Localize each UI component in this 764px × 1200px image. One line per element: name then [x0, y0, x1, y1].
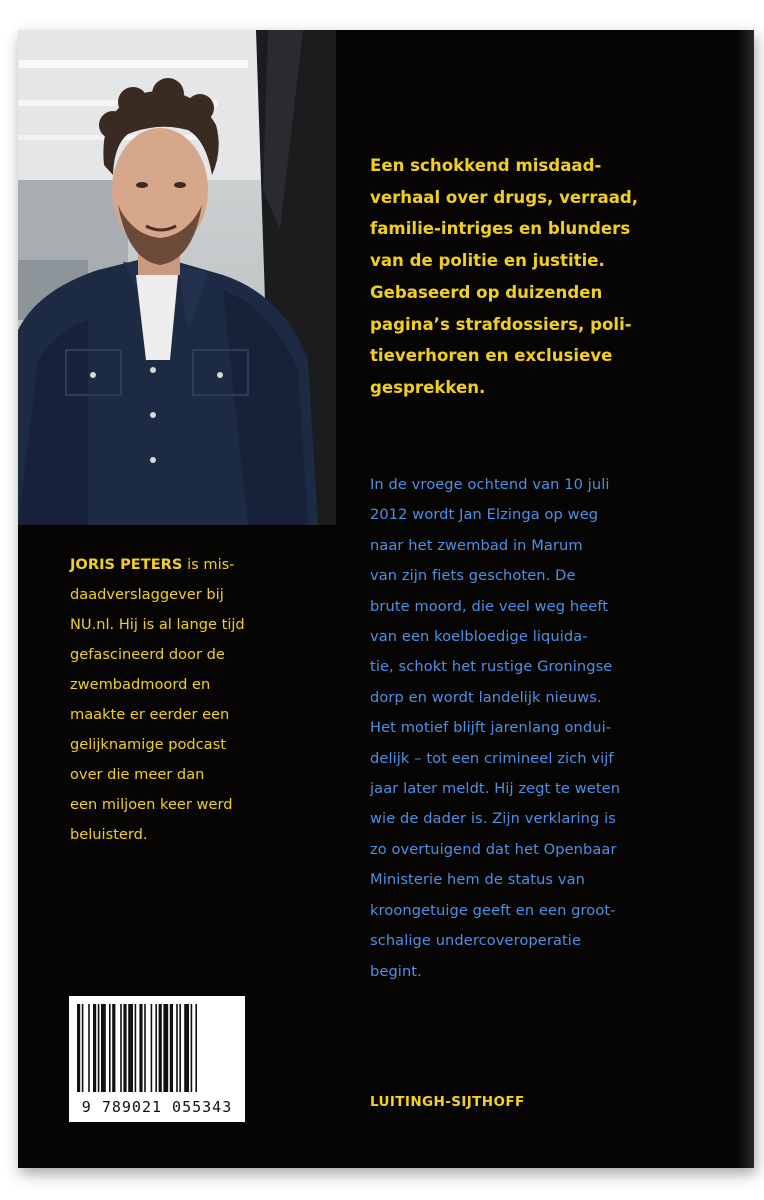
author-name: JORIS PETERS	[70, 556, 183, 573]
author-photo	[18, 30, 336, 525]
author-portrait-icon	[18, 30, 336, 525]
author-bio	[70, 550, 335, 850]
barcode-icon	[75, 1004, 239, 1094]
spine-edge	[738, 30, 754, 1168]
cover-summary-text: In de vroege ochtend van 10 juli 2012 wordt Jan Elzinga op weg naar het zwembad in Marum van zijn fiets geschoten. De brute moord, die veel weg heeft van een koelbloedige liquida- tie, schokt het rustige Groningse dorp en wordt landelijk nieuws. Het motief blijft jarenlang ondui- delijk – tot een crimineel zich vijf jaar later meldt. Hij zegt te weten wie de dader is. Zijn verklaring is zo overtuigend dat het Openbaar Ministerie hem de status van kroongetuige geeft en een groot- schalige undercoveroperatie begint.	[370, 476, 621, 980]
isbn-number: 9 789021 055343	[81, 1098, 233, 1116]
publisher-name: LUITINGH-SIJTHOFF	[370, 1094, 525, 1110]
cover-hook-text: Een schokkend misdaad- verhaal over drugs, verraad, familie-intriges en blunders van de politie en justitie. Gebaseerd op duizenden pagina’s strafdossiers, poli- tieverhoren en exclusieve gesprekken.	[370, 156, 639, 397]
book-back-cover	[18, 30, 754, 1168]
author-bio-text: is mis- daadverslaggever bij NU.nl. Hij is al lange tijd gefascineerd door de zwembadmoord en maakte er eerder een gelijknamige podcast over die meer dan een miljoen keer werd beluisterd.	[70, 556, 245, 843]
isbn-barcode	[69, 996, 245, 1122]
